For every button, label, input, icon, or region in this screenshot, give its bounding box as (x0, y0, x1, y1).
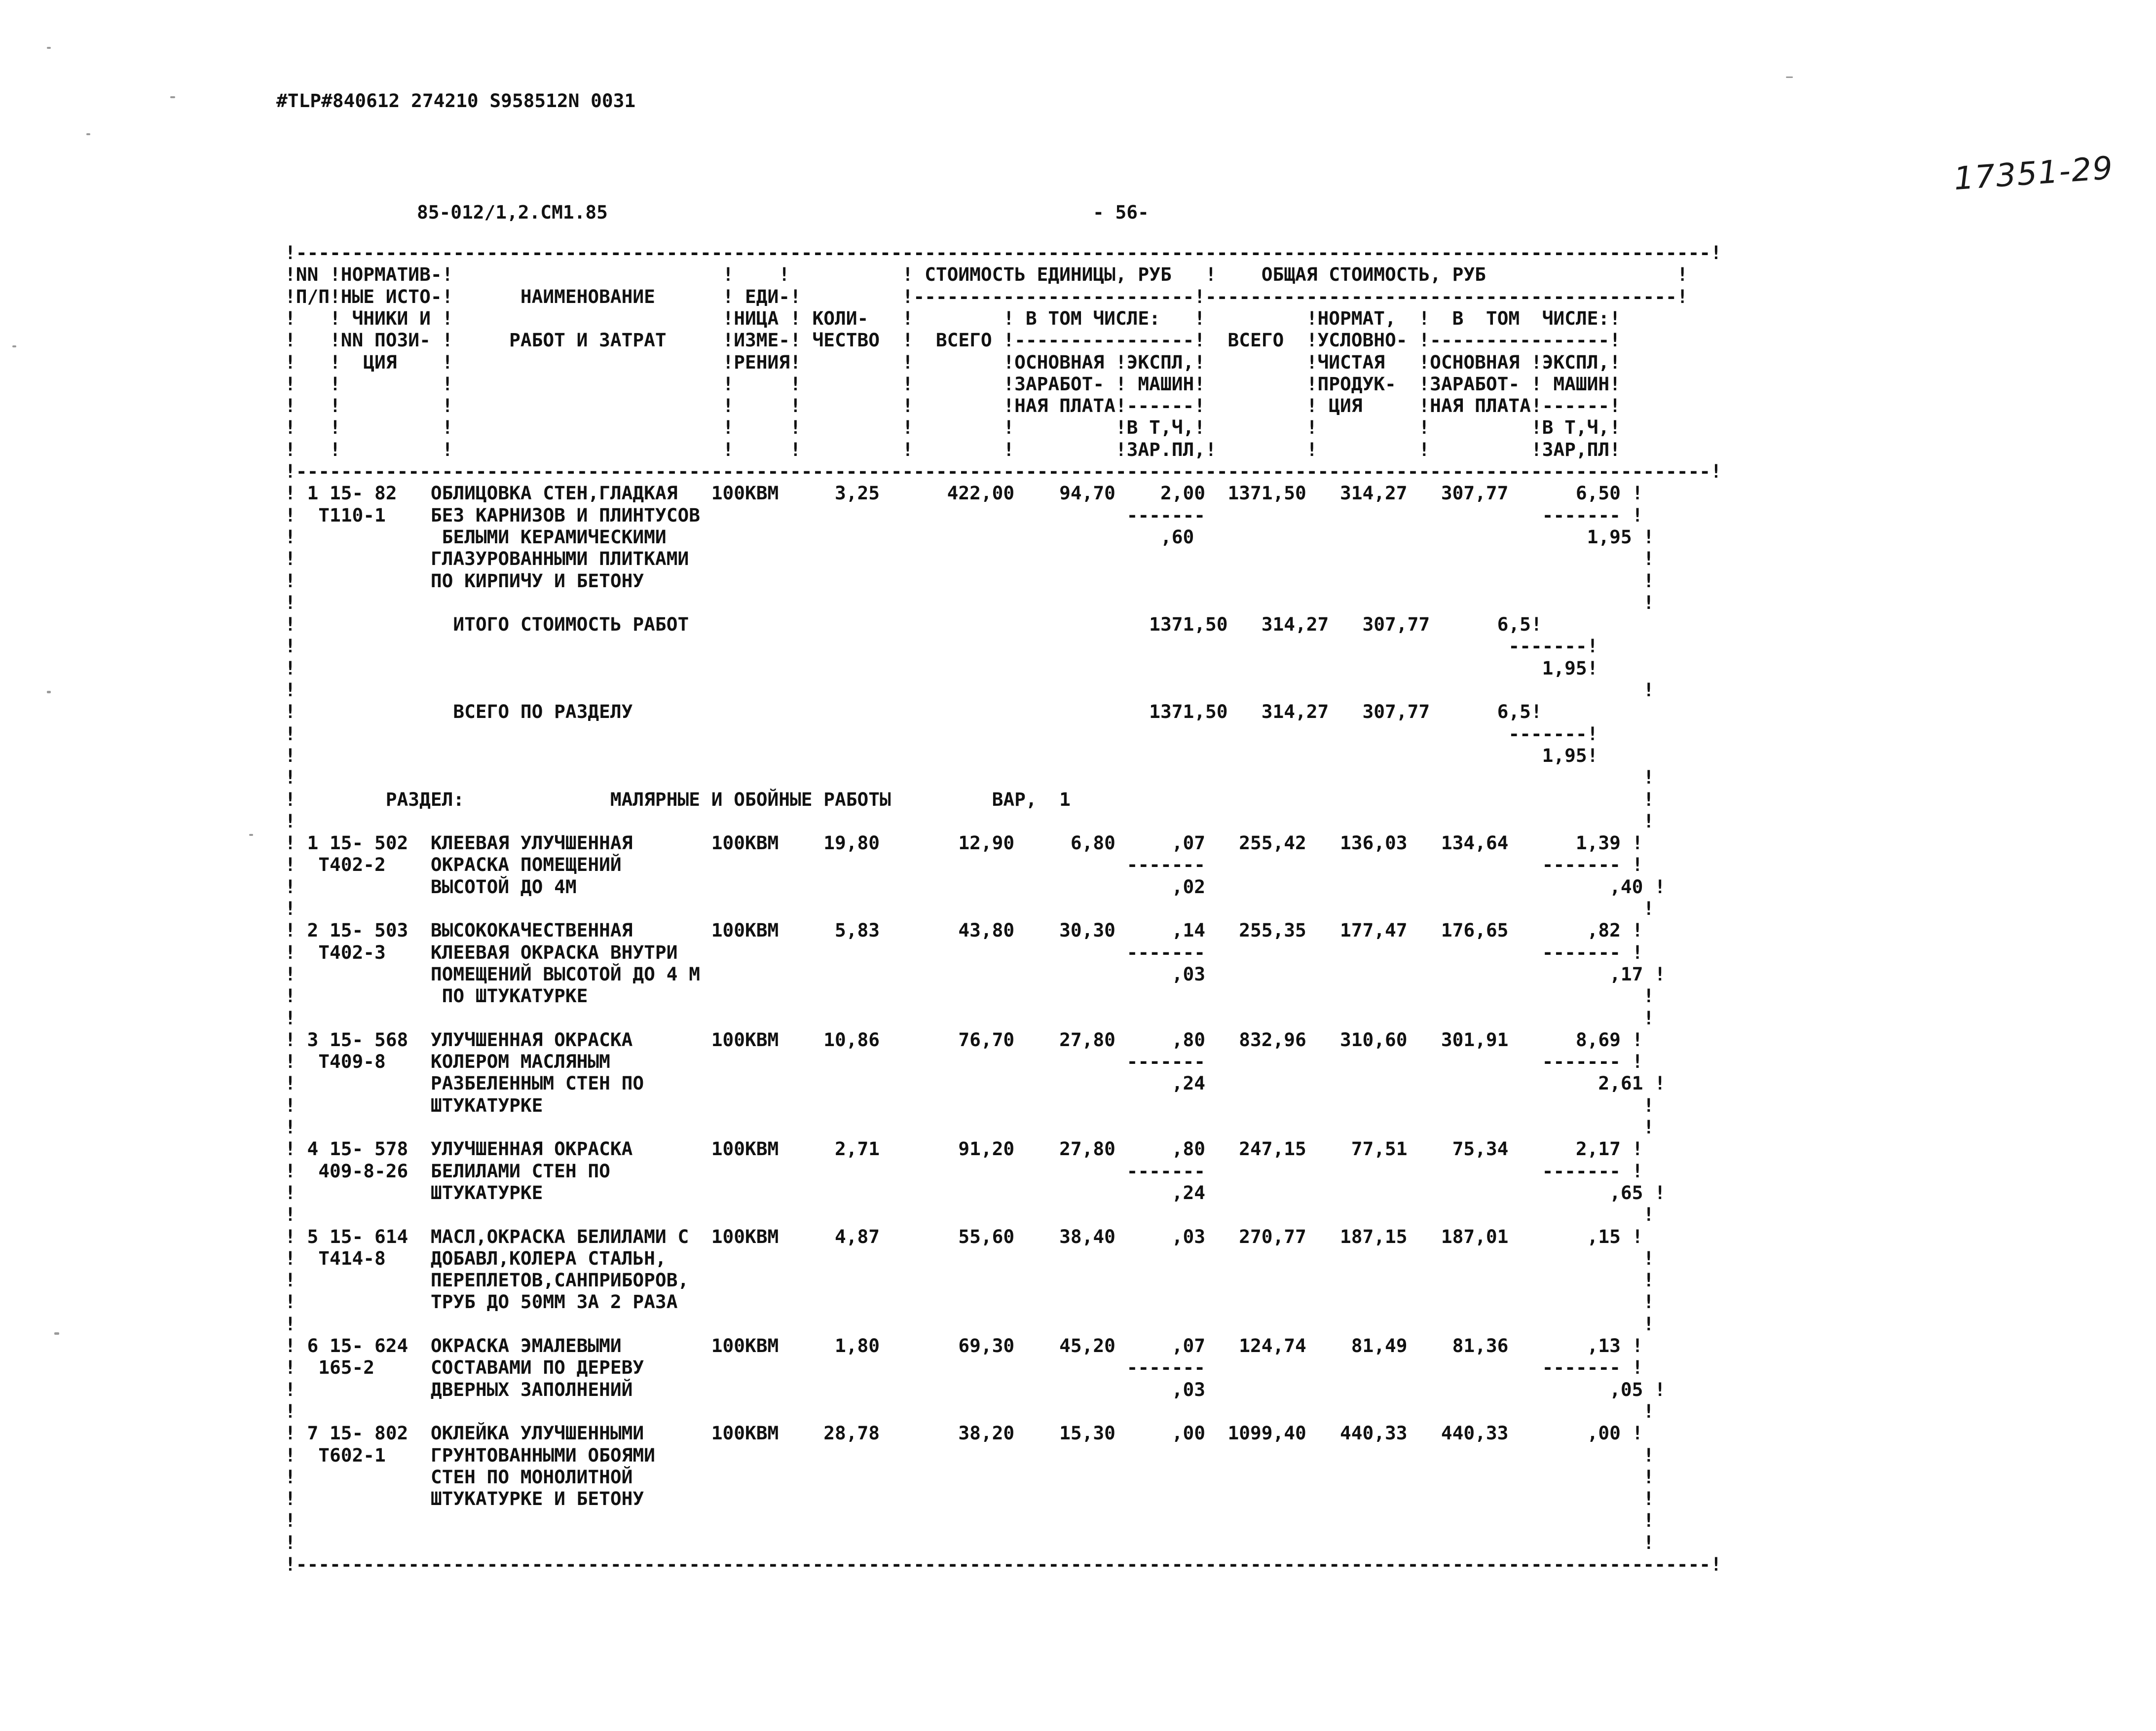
table-line: ! 7 15- 802 ОКЛЕЙКА УЛУЧШЕННЫМИ 100КВМ 28,78 38,20 15,30 ,00 1099,40 440,33 440,33 ,00 ! (285, 1422, 1643, 1444)
table-line: ! ШТУКАТУРКЕ И БЕТОНУ ! (285, 1488, 1655, 1510)
table-line: ! Т402-2 ОКРАСКА ПОМЕЩЕНИЙ ------- ------- ! (285, 854, 1643, 876)
table-line: ! Т409-8 КОЛЕРОМ МАСЛЯНЫМ ------- ------- ! (285, 1051, 1643, 1073)
table-line: ! 1 15- 82 ОБЛИЦОВКА СТЕН,ГЛАДКАЯ 100КВМ 3,25 422,00 94,70 2,00 1371,50 314,27 307,77 6,50 ! (285, 482, 1643, 504)
table-line: ! 4 15- 578 УЛУЧШЕННАЯ ОКРАСКА 100КВМ 2,71 91,20 27,80 ,80 247,15 77,51 75,34 2,17 ! (285, 1138, 1643, 1160)
table-line: ! ! (285, 1007, 1655, 1029)
table-line: !------------------------------------------------------------------------------------------------------------------------------! (285, 242, 1722, 263)
scan-speck (249, 834, 253, 836)
table-line: ! ! ! ! ! ! !НАЯ ПЛАТА!------! ! ЦИЯ !НАЯ ПЛАТА!------! (285, 395, 1621, 417)
scan-speck (86, 133, 90, 135)
table-line: ! ПЕРЕПЛЕТОВ,САНПРИБОРОВ, ! (285, 1269, 1655, 1291)
scan-speck (54, 1332, 59, 1335)
table-line: ! ! (285, 1400, 1655, 1422)
table-line: ! СТЕН ПО МОНОЛИТНОЙ ! (285, 1466, 1655, 1488)
table-line: ! БЕЛЫМИ КЕРАМИЧЕСКИМИ ,60 1,95 ! (285, 526, 1655, 548)
table-line: ! 165-2 СОСТАВАМИ ПО ДЕРЕВУ ------- ------- ! (285, 1356, 1643, 1379)
table-line: ! -------! (285, 635, 1598, 657)
table-line: ! ! (285, 679, 1655, 701)
table-line: ! !NN ПОЗИ- ! РАБОТ И ЗАТРАТ !ИЗМЕ-! ЧЕСТВО ! ВСЕГО !----------------! ВСЕГО !УСЛОВНО- !----------------! (285, 329, 1621, 351)
table-line: ! ! ! ! ! ! !ЗАРАБОТ- ! МАШИН! !ПРОДУК- !ЗАРАБОТ- ! МАШИН! (285, 373, 1621, 395)
table-line: ! 1 15- 502 КЛЕЕВАЯ УЛУЧШЕННАЯ 100КВМ 19,80 12,90 6,80 ,07 255,42 136,03 134,64 1,39 ! (285, 832, 1643, 854)
table-line: ! Т402-3 КЛЕЕВАЯ ОКРАСКА ВНУТРИ ------- ------- ! (285, 941, 1643, 963)
scan-speck (12, 345, 16, 347)
table-line: ! ШТУКАТУРКЕ ! (285, 1094, 1655, 1116)
table-line: ! ВСЕГО ПО РАЗДЕЛУ 1371,50 314,27 307,77 6,5! (285, 701, 1542, 723)
table-line: !------------------------------------------------------------------------------------------------------------------------------! (285, 460, 1722, 482)
table-line: ! ПО ШТУКАТУРКЕ ! (285, 985, 1655, 1007)
table-line: ! 6 15- 624 ОКРАСКА ЭМАЛЕВЫМИ 100КВМ 1,80 69,30 45,20 ,07 124,74 81,49 81,36 ,13 ! (285, 1335, 1643, 1356)
table-line: ! ! (285, 810, 1655, 832)
table-line: ! ПОМЕЩЕНИЙ ВЫСОТОЙ ДО 4 М ,03 ,17 ! (285, 963, 1666, 985)
scan-speck (47, 691, 51, 693)
table-line: ! 1,95! (285, 657, 1598, 679)
table-line: ! Т110-1 БЕЗ КАРНИЗОВ И ПЛИНТУСОВ ------- ------- ! (285, 504, 1643, 526)
scan-speck (47, 47, 51, 49)
table-line: ! ГЛАЗУРОВАННЫМИ ПЛИТКАМИ ! (285, 548, 1655, 570)
table-line: ! ИТОГО СТОИМОСТЬ РАБОТ 1371,50 314,27 307,77 6,5! (285, 613, 1542, 636)
table-line: ! ВЫСОТОЙ ДО 4М ,02 ,40 ! (285, 875, 1666, 898)
table-line: ! РАЗБЕЛЕННЫМ СТЕН ПО ,24 2,61 ! (285, 1072, 1666, 1094)
table-line: ! ! ЦИЯ ! !РЕНИЯ! ! !ОСНОВНАЯ !ЭКСПЛ,! !ЧИСТАЯ !ОСНОВНАЯ !ЭКСПЛ,! (285, 351, 1621, 373)
table-line: !NN !НОРМАТИВ-! ! ! ! СТОИМОСТЬ ЕДИНИЦЫ, РУБ ! ОБЩАЯ СТОИМОСТЬ, РУБ ! (285, 263, 1688, 286)
table-line: ! ДВЕРНЫХ ЗАПОЛНЕНИЙ ,03 ,05 ! (285, 1378, 1666, 1400)
table-line: ! ! (285, 766, 1655, 789)
table-line: ! ! (285, 1509, 1655, 1532)
table-line: ! ! (285, 1204, 1655, 1226)
table-line: ! Т414-8 ДОБАВЛ,КОЛЕРА СТАЛЬН, ! (285, 1247, 1655, 1269)
table-line: !П/П!НЫЕ ИСТО-! НАИМЕНОВАНИЕ ! ЕДИ-! !-------------------------!------------------------------------------! (285, 285, 1688, 307)
table-line: ! 5 15- 614 МАСЛ,ОКРАСКА БЕЛИЛАМИ С 100КВМ 4,87 55,60 38,40 ,03 270,77 187,15 187,01 ,15 ! (285, 1225, 1643, 1247)
document-code-line: #TLP#840612 274210 S958512N 0031 (276, 90, 636, 112)
table-line: ! 409-8-26 БЕЛИЛАМИ СТЕН ПО ------- ------- ! (285, 1160, 1643, 1182)
table-line: ! ! (285, 898, 1655, 919)
document-number: 85-012/1,2.CM1.85 (417, 201, 608, 223)
table-line: ! ! (285, 1531, 1655, 1553)
table-line: ! ТРУБ ДО 50ММ ЗА 2 РАЗА ! (285, 1291, 1655, 1313)
scan-speck (170, 96, 175, 98)
table-line: ! 2 15- 503 ВЫСОКОКАЧЕСТВЕННАЯ 100КВМ 5,83 43,80 30,30 ,14 255,35 177,47 176,65 ,82 ! (285, 919, 1643, 941)
table-line: ! 3 15- 568 УЛУЧШЕННАЯ ОКРАСКА 100КВМ 10,86 76,70 27,80 ,80 832,96 310,60 301,91 8,69 ! (285, 1028, 1643, 1051)
table-line: ! ПО КИРПИЧУ И БЕТОНУ ! (285, 569, 1655, 592)
handwritten-number: 17351-29 (1952, 150, 2115, 198)
table-line: ! ! ! ! ! ! ! !ЗАР.ПЛ,! ! ! !ЗАР,ПЛ! (285, 438, 1621, 460)
table-line: ! ! (285, 1116, 1655, 1138)
table-line: ! ! (285, 1313, 1655, 1335)
table-line: ! Т602-1 ГРУНТОВАННЫМИ ОБОЯМИ ! (285, 1444, 1655, 1466)
scan-speck (1786, 76, 1793, 78)
table-line: ! ! (285, 591, 1655, 613)
table-line: ! -------! (285, 722, 1598, 745)
table-line: !------------------------------------------------------------------------------------------------------------------------------! (285, 1553, 1722, 1575)
table-line: ! ! ! ! ! ! ! !В Т,Ч,! ! ! !В Т,Ч,! (285, 416, 1621, 439)
page-number: - 56- (1093, 201, 1149, 223)
table-line: ! 1,95! (285, 744, 1598, 766)
table-line: ! ШТУКАТУРКЕ ,24 ,65 ! (285, 1181, 1666, 1204)
table-line: ! РАЗДЕЛ: МАЛЯРНЫЕ И ОБОЙНЫЕ РАБОТЫ ВАР, 1 ! (285, 788, 1655, 810)
table-line: ! ! ЧНИКИ И ! !НИЦА ! КОЛИ- ! ! В ТОМ ЧИСЛЕ: ! !НОРМАТ, ! В ТОМ ЧИСЛЕ:! (285, 307, 1621, 329)
